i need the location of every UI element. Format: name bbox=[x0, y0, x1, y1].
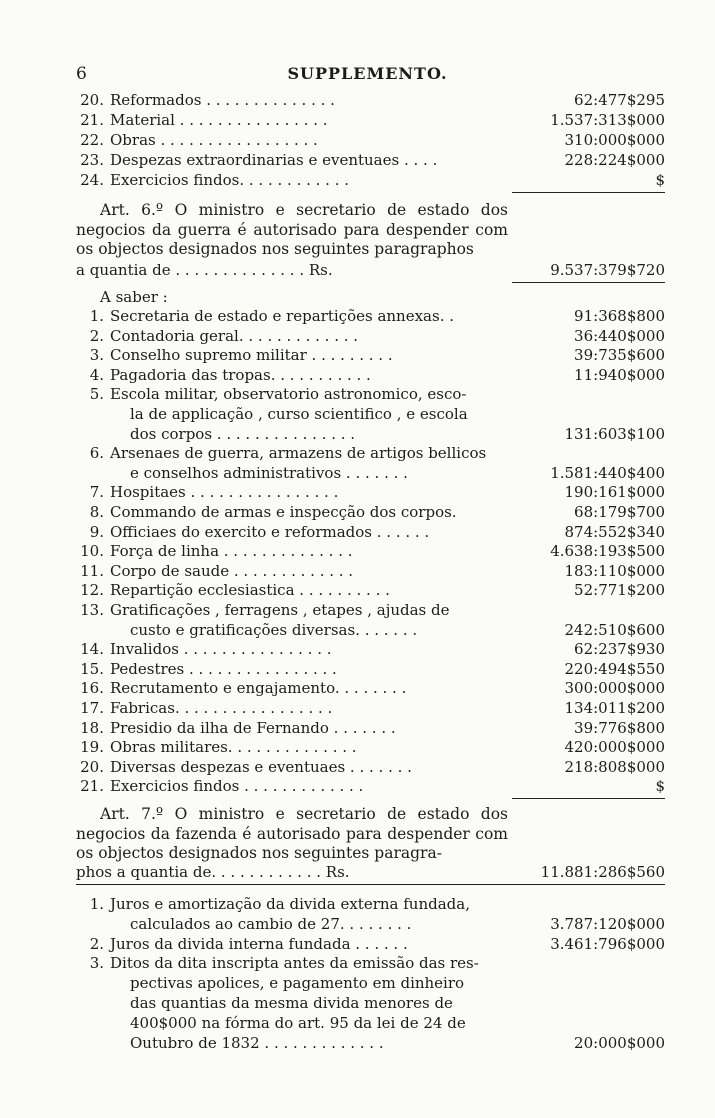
item-value: 1.537:313$000 bbox=[550, 111, 665, 129]
item-value: 310:000$000 bbox=[564, 131, 665, 149]
item-value: 1.581:440$400 bbox=[550, 463, 665, 482]
page-header bbox=[0, 64, 715, 86]
list-item bbox=[76, 90, 665, 110]
item-text: Commando de armas e inspecção dos corpos. bbox=[110, 503, 457, 521]
page-title: SUPPLEMENTO. bbox=[287, 64, 448, 83]
art7-total: 11.881:286$560 bbox=[540, 863, 665, 881]
item-label bbox=[76, 463, 408, 483]
list-item bbox=[76, 639, 665, 659]
art6-paragraph: Art. 6.º O ministro e secretario de estado dos negocios da guerra é autorisado para despender com os objectos designados nos seguintes paragraphos bbox=[76, 201, 508, 258]
item-label bbox=[76, 1033, 384, 1053]
list-item bbox=[76, 404, 665, 424]
item-text: Juros e amortização da divida externa fundada, bbox=[110, 895, 470, 913]
item-value: 68:179$700 bbox=[574, 503, 665, 521]
list-item bbox=[76, 345, 665, 365]
item-number: 14. bbox=[80, 640, 104, 659]
list-item bbox=[76, 365, 665, 385]
item-text: Exercicios findos . . . . . . . . . . . . . bbox=[110, 777, 364, 796]
list-item bbox=[76, 698, 665, 718]
item-number: 8. bbox=[89, 503, 104, 521]
item-number: 24. bbox=[80, 171, 104, 189]
item-label bbox=[76, 973, 464, 993]
item-value: 874:552$340 bbox=[564, 522, 665, 541]
list-item bbox=[76, 914, 665, 934]
list-item bbox=[76, 150, 665, 170]
list-item bbox=[76, 600, 665, 620]
list-item bbox=[76, 1013, 665, 1033]
item-number: 22. bbox=[80, 131, 104, 149]
list-item bbox=[76, 110, 665, 130]
item-number: 18. bbox=[80, 718, 104, 737]
item-text: Secretaria de estado e repartições annexas. . bbox=[110, 307, 454, 325]
item-text: Invalidos . . . . . . . . . . . . . . . . bbox=[110, 640, 332, 659]
list-item bbox=[76, 757, 665, 777]
item-label bbox=[76, 934, 408, 954]
item-label bbox=[76, 110, 328, 130]
list-item bbox=[76, 737, 665, 757]
item-label bbox=[76, 443, 486, 463]
item-text: pectivas apolices, e pagamento em dinheiro bbox=[130, 974, 465, 993]
item-number: 20. bbox=[80, 757, 104, 776]
item-value: 36:440$000 bbox=[574, 326, 665, 345]
item-text: Obras . . . . . . . . . . . . . . . . . bbox=[110, 131, 318, 149]
item-number: 11. bbox=[80, 561, 104, 580]
item-value: 420:000$000 bbox=[564, 738, 665, 757]
item-text: Fabricas. . . . . . . . . . . . . . . . . bbox=[110, 699, 333, 717]
item-value: 228:224$000 bbox=[564, 151, 665, 169]
item-text: Repartição ecclesiastica . . . . . . . . . . bbox=[110, 581, 390, 600]
item-number: 12. bbox=[80, 581, 104, 600]
item-label bbox=[76, 306, 454, 326]
item-text: Gratificações , ferragens , etapes , ajudas de bbox=[110, 601, 450, 619]
item-number: 10. bbox=[80, 542, 104, 561]
item-label bbox=[76, 541, 353, 561]
item-text: Obras militares. . . . . . . . . . . . . . bbox=[110, 738, 357, 757]
item-label bbox=[76, 600, 450, 620]
item-label bbox=[76, 150, 437, 170]
item-label bbox=[76, 1013, 466, 1033]
item-label bbox=[76, 659, 337, 679]
list-item bbox=[76, 502, 665, 522]
item-text: Força de linha . . . . . . . . . . . . . . bbox=[110, 542, 353, 561]
list-item bbox=[76, 620, 665, 640]
item-label bbox=[76, 757, 412, 777]
item-value: 4.638:193$500 bbox=[550, 542, 665, 561]
item-value: 39:735$600 bbox=[574, 346, 665, 365]
item-number: 2. bbox=[89, 934, 104, 953]
item-label bbox=[76, 170, 349, 190]
item-label bbox=[76, 90, 335, 110]
item-label bbox=[76, 894, 470, 914]
item-label bbox=[76, 424, 355, 444]
item-value: 190:161$000 bbox=[564, 483, 665, 502]
item-number: 17. bbox=[80, 699, 104, 717]
list-item bbox=[76, 993, 665, 1013]
item-label bbox=[76, 522, 429, 542]
list-item bbox=[76, 326, 665, 346]
item-label bbox=[76, 580, 390, 600]
a-saber-label: A saber : bbox=[100, 288, 168, 306]
rule-line bbox=[512, 192, 665, 193]
item-text: Reformados . . . . . . . . . . . . . . bbox=[110, 91, 335, 109]
item-text: Despezas extraordinarias e eventuaes . . . . bbox=[110, 151, 438, 169]
item-number: 21. bbox=[80, 111, 104, 129]
item-value: 62:237$930 bbox=[574, 640, 665, 659]
item-value: 220:494$550 bbox=[564, 659, 665, 678]
item-label bbox=[76, 639, 332, 659]
item-text: calculados ao cambio de 27. . . . . . . . bbox=[130, 914, 412, 933]
item-number: 13. bbox=[80, 601, 104, 619]
item-number: 21. bbox=[80, 777, 104, 796]
item-number: 5. bbox=[89, 385, 104, 404]
item-value: 91:368$800 bbox=[574, 307, 665, 325]
list-item bbox=[76, 170, 665, 190]
item-label bbox=[76, 678, 406, 698]
item-number: 9. bbox=[89, 522, 104, 541]
list-item bbox=[76, 973, 665, 993]
item-label bbox=[76, 384, 466, 404]
item-label bbox=[76, 776, 363, 796]
list-item bbox=[76, 384, 665, 404]
item-value: 20:000$000 bbox=[574, 1033, 665, 1052]
item-number: 15. bbox=[80, 659, 104, 678]
rule-line bbox=[512, 798, 665, 799]
item-text: dos corpos . . . . . . . . . . . . . . . bbox=[130, 424, 356, 443]
list-item bbox=[76, 541, 665, 561]
item-text: Contadoria geral. . . . . . . . . . . . . bbox=[110, 326, 359, 345]
item-text: Diversas despezas e eventuaes . . . . . . . bbox=[110, 757, 412, 776]
item-text: Conselho supremo militar . . . . . . . . . bbox=[110, 346, 393, 365]
item-number: 1. bbox=[89, 307, 104, 325]
item-label bbox=[76, 482, 338, 502]
item-number: 20. bbox=[80, 91, 104, 109]
art7-paragraph: Art. 7.º O ministro e secretario de estado dos negocios da fazenda é autorisado para despender com os objectos designados nos seguintes paragra- bbox=[76, 805, 508, 862]
item-text: Officiaes do exercito e reformados . . . . . . bbox=[110, 522, 430, 541]
item-text: Pedestres . . . . . . . . . . . . . . . . bbox=[110, 659, 337, 678]
item-text: la de applicação , curso scientifico , e escola bbox=[130, 405, 468, 423]
list-item bbox=[76, 424, 665, 444]
item-text: Pagadoria das tropas. . . . . . . . . . . bbox=[110, 365, 371, 384]
rule-line bbox=[512, 282, 665, 283]
item-value: 3.787:120$000 bbox=[550, 914, 665, 933]
list-item bbox=[76, 522, 665, 542]
item-value: 242:510$600 bbox=[564, 620, 665, 639]
item-value: 131:603$100 bbox=[564, 424, 665, 443]
item-label bbox=[76, 404, 468, 424]
item-number: 6. bbox=[89, 444, 104, 463]
list-item bbox=[76, 953, 665, 973]
item-label bbox=[76, 326, 358, 346]
item-label bbox=[76, 737, 357, 757]
item-number: 4. bbox=[89, 365, 104, 384]
list-item bbox=[76, 443, 665, 463]
item-value: 3.461:796$000 bbox=[550, 934, 665, 953]
item-label bbox=[76, 130, 318, 150]
item-value: 52:771$200 bbox=[574, 581, 665, 600]
item-text: Outubro de 1832 . . . . . . . . . . . . . bbox=[130, 1033, 384, 1052]
list-item bbox=[76, 1033, 665, 1053]
item-label bbox=[76, 365, 371, 385]
item-text: Ditos da dita inscripta antes da emissão das res- bbox=[110, 954, 479, 973]
item-value: 39:776$800 bbox=[574, 718, 665, 737]
item-label bbox=[76, 993, 453, 1013]
list-item bbox=[76, 934, 665, 954]
list-item bbox=[76, 482, 665, 502]
item-value: $ bbox=[655, 777, 665, 796]
item-value: 62:477$295 bbox=[574, 91, 665, 109]
item-value: $ bbox=[655, 171, 665, 189]
item-text: Material . . . . . . . . . . . . . . . . bbox=[110, 111, 328, 129]
item-number: 3. bbox=[89, 346, 104, 365]
art7-last-line: phos a quantia de. . . . . . . . . . . . Rs. bbox=[76, 863, 350, 881]
item-label bbox=[76, 620, 417, 640]
item-number: 7. bbox=[89, 483, 104, 502]
list-item bbox=[76, 561, 665, 581]
item-text: Exercicios findos. . . . . . . . . . . . bbox=[110, 171, 350, 189]
item-label bbox=[76, 561, 353, 581]
rule-line bbox=[76, 884, 665, 885]
item-number: 1. bbox=[89, 895, 104, 913]
item-label bbox=[76, 502, 457, 522]
item-value: 134:011$200 bbox=[564, 699, 665, 717]
page-number: 6 bbox=[76, 64, 87, 84]
art6-last-line: a quantia de . . . . . . . . . . . . . . Rs. bbox=[76, 261, 333, 279]
item-number: 3. bbox=[89, 954, 104, 973]
item-number: 16. bbox=[80, 679, 104, 698]
item-number: 19. bbox=[80, 738, 104, 757]
item-text: e conselhos administrativos . . . . . . . bbox=[130, 463, 408, 482]
list-item bbox=[76, 463, 665, 483]
item-label bbox=[76, 718, 396, 738]
item-text: Escola militar, observatorio astronomico, esco- bbox=[110, 385, 467, 404]
item-text: Presidio da ilha de Fernando . . . . . . . bbox=[110, 718, 396, 737]
item-text: 400$000 na fórma do art. 95 da lei de 24 de bbox=[130, 1013, 466, 1032]
list-item bbox=[76, 718, 665, 738]
list-item bbox=[76, 659, 665, 679]
list-item bbox=[76, 678, 665, 698]
item-number: 2. bbox=[89, 326, 104, 345]
list-item bbox=[76, 130, 665, 150]
item-value: 11:940$000 bbox=[574, 365, 665, 384]
item-text: Corpo de saude . . . . . . . . . . . . . bbox=[110, 561, 354, 580]
list-item bbox=[76, 580, 665, 600]
list-item bbox=[76, 306, 665, 326]
item-label bbox=[76, 953, 479, 973]
item-text: Hospitaes . . . . . . . . . . . . . . . . bbox=[110, 483, 339, 502]
art6-total: 9.537:379$720 bbox=[550, 261, 665, 279]
item-text: Arsenaes de guerra, armazens de artigos bellicos bbox=[110, 444, 487, 463]
item-text: das quantias da mesma divida menores de bbox=[130, 994, 453, 1012]
item-value: 300:000$000 bbox=[564, 679, 665, 698]
item-label bbox=[76, 914, 411, 934]
item-label bbox=[76, 345, 393, 365]
item-number: 23. bbox=[80, 151, 104, 169]
item-value: 218:808$000 bbox=[564, 757, 665, 776]
list-item bbox=[76, 776, 665, 796]
item-value: 183:110$000 bbox=[564, 561, 665, 580]
item-label bbox=[76, 698, 332, 718]
item-text: custo e gratificações diversas. . . . . . . bbox=[130, 620, 418, 639]
item-text: Juros da divida interna fundada . . . . . . bbox=[110, 934, 408, 953]
item-text: Recrutamento e engajamento. . . . . . . . bbox=[110, 679, 407, 698]
list-item bbox=[76, 894, 665, 914]
